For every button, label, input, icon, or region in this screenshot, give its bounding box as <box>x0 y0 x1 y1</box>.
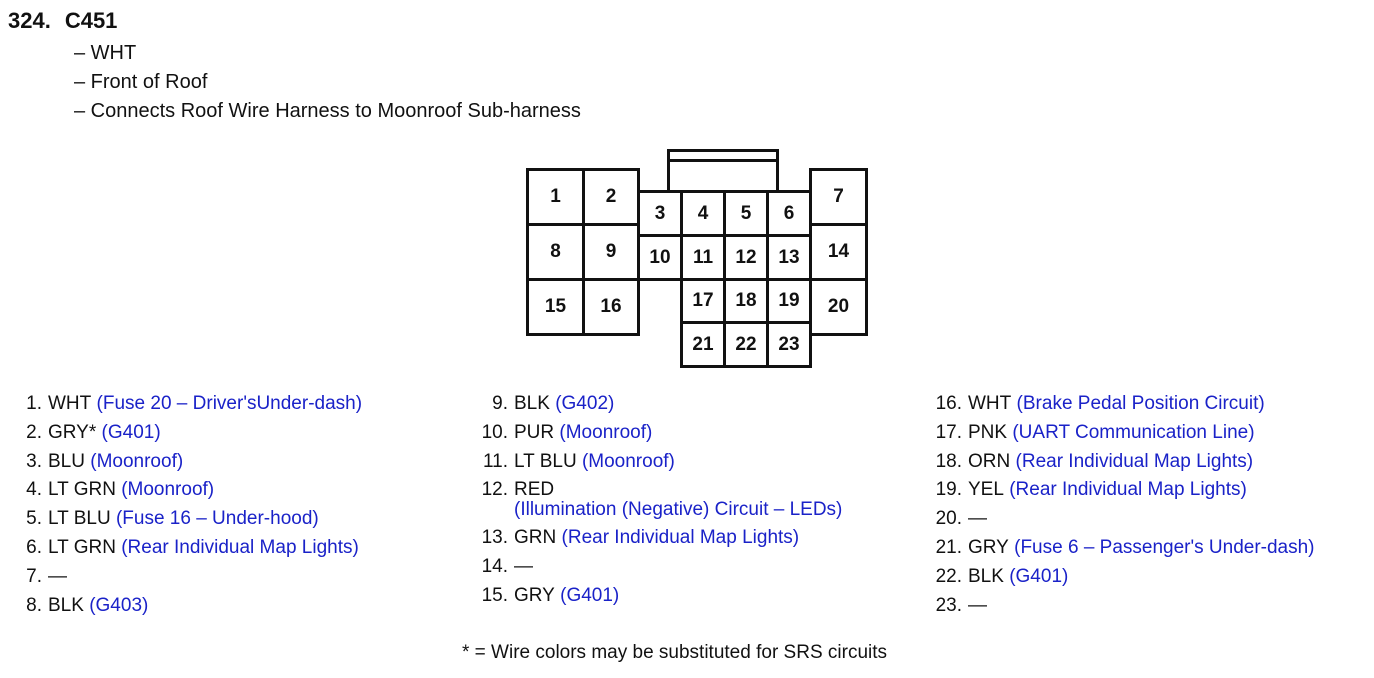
connector-color: – WHT <box>74 42 137 64</box>
pin-circuit[interactable]: (G401) <box>101 421 161 443</box>
pin-circuit[interactable]: (Fuse 6 – Passenger's Under-dash) <box>1014 536 1315 558</box>
cavity-6: 6 <box>766 190 812 237</box>
wire-color: GRN <box>514 527 557 549</box>
connector-id: C451 <box>64 8 118 33</box>
cavity-10: 10 <box>637 234 683 281</box>
cavity-8: 8 <box>526 223 585 281</box>
cavity-19: 19 <box>766 278 812 324</box>
wire-color: — <box>968 508 987 530</box>
pin-circuit[interactable]: (UART Communication Line) <box>1012 421 1255 443</box>
pin-number: 6. <box>26 536 42 558</box>
wire-color: LT GRN <box>48 536 116 558</box>
pin-row <box>6 419 362 448</box>
connector-description: – Connects Roof Wire Harness to Moonroof Sub-harness <box>74 100 581 122</box>
pin-row <box>932 592 1315 621</box>
cavity-14: 14 <box>809 223 868 281</box>
connector-lock-tab-line <box>667 149 779 162</box>
pin-circuit[interactable]: (G401) <box>1009 565 1069 587</box>
pin-number: 14. <box>481 555 508 577</box>
pin-row <box>478 390 842 419</box>
pin-row <box>932 505 1315 534</box>
connector-title <box>8 8 117 34</box>
wire-color: PNK <box>968 421 1008 443</box>
cavity-5: 5 <box>723 190 769 237</box>
cavity-18: 18 <box>723 278 769 324</box>
pin-number: 11. <box>482 450 508 472</box>
pin-number: 21. <box>935 536 962 558</box>
cavity-7: 7 <box>809 168 868 226</box>
pin-number: 16. <box>935 393 962 414</box>
pin-row <box>478 419 842 448</box>
cavity-17: 17 <box>680 278 726 324</box>
wire-color: BLK <box>968 565 1004 587</box>
pin-circuit[interactable]: (Fuse 16 – Under-hood) <box>115 508 319 530</box>
pin-number: 10. <box>481 421 508 443</box>
cavity-4: 4 <box>680 190 726 237</box>
pin-circuit[interactable]: (Brake Pedal Position Circuit) <box>1016 393 1265 414</box>
cavity-21: 21 <box>680 321 726 368</box>
pin-circuit[interactable]: (Moonroof) <box>559 421 653 443</box>
cavity-12: 12 <box>723 234 769 281</box>
pin-number: 9. <box>492 393 508 414</box>
wire-color: RED <box>514 479 555 501</box>
pin-list-column-2 <box>478 390 842 611</box>
wire-color: — <box>514 555 533 577</box>
pin-number: 22. <box>935 565 962 587</box>
wire-color: BLU <box>48 450 85 472</box>
cavity-13: 13 <box>766 234 812 281</box>
pin-row <box>6 505 362 534</box>
pin-number: 19. <box>935 479 962 501</box>
wire-color: LT BLU <box>48 508 111 530</box>
section-number: 324. <box>8 8 51 33</box>
pin-row <box>6 448 362 477</box>
footnote: * = Wire colors may be substituted for SRS circuits <box>462 642 888 663</box>
pin-row <box>6 534 362 563</box>
pin-row <box>932 476 1315 505</box>
pin-row <box>932 563 1315 592</box>
pin-number: 15. <box>481 584 508 606</box>
pin-list-column-1 <box>6 390 362 620</box>
pin-number: 5. <box>26 508 42 530</box>
pin-circuit-continued[interactable]: (Illumination (Negative) Circuit – LEDs) <box>514 499 843 521</box>
pin-number: 17. <box>935 421 962 443</box>
pin-row <box>932 534 1315 563</box>
pin-circuit[interactable]: (G401) <box>560 584 620 606</box>
pin-row <box>932 448 1315 477</box>
pin-circuit[interactable]: (Rear Individual Map Lights) <box>1009 479 1247 501</box>
pin-row <box>478 553 842 582</box>
pin-row <box>478 448 842 477</box>
wire-color: GRY* <box>48 421 97 443</box>
connector-location: – Front of Roof <box>74 71 208 93</box>
pin-number: 7. <box>26 565 42 587</box>
wire-color: GRY <box>514 584 555 606</box>
pin-number: 18. <box>935 450 962 472</box>
pin-number: 20. <box>935 508 962 530</box>
pin-number: 23. <box>935 594 962 616</box>
pin-number: 13. <box>481 527 508 549</box>
wire-color: LT GRN <box>48 479 116 501</box>
cavity-22: 22 <box>723 321 769 368</box>
wire-color: YEL <box>968 479 1004 501</box>
wire-color: PUR <box>514 421 555 443</box>
pin-number: 3. <box>26 450 42 472</box>
wire-color: WHT <box>48 393 92 414</box>
pin-row <box>6 390 362 419</box>
pin-circuit[interactable]: (Rear Individual Map Lights) <box>561 527 800 549</box>
pin-row <box>478 582 842 611</box>
pin-row <box>932 419 1315 448</box>
pin-circuit[interactable]: (Rear Individual Map Lights) <box>121 536 359 558</box>
pin-circuit[interactable]: (Rear Individual Map Lights) <box>1015 450 1254 472</box>
cavity-1: 1 <box>526 168 585 226</box>
cavity-2: 2 <box>582 168 640 226</box>
wire-color: — <box>48 565 67 587</box>
pin-list-column-3 <box>932 390 1315 620</box>
cavity-15: 15 <box>526 278 585 336</box>
pin-number: 2. <box>26 421 42 443</box>
pin-row <box>6 563 362 592</box>
pin-row <box>6 592 362 621</box>
wire-color: BLK <box>48 594 84 616</box>
pin-row <box>932 390 1315 419</box>
pin-number: 1. <box>26 393 42 414</box>
wire-color: WHT <box>968 393 1012 414</box>
pin-row <box>478 524 842 553</box>
pin-number: 12. <box>481 479 508 501</box>
cavity-11: 11 <box>680 234 726 281</box>
wire-color: — <box>968 594 987 616</box>
wire-color: BLK <box>514 393 550 414</box>
pin-number: 8. <box>26 594 42 616</box>
cavity-3: 3 <box>637 190 683 237</box>
wire-color: ORN <box>968 450 1011 472</box>
pin-circuit[interactable]: (Moonroof) <box>581 450 675 472</box>
pin-circuit[interactable]: (Moonroof) <box>121 479 215 501</box>
wire-color: GRY <box>968 536 1009 558</box>
cavity-20: 20 <box>809 278 868 336</box>
pin-row <box>6 476 362 505</box>
pin-number: 4. <box>26 479 42 501</box>
cavity-16: 16 <box>582 278 640 336</box>
cavity-23: 23 <box>766 321 812 368</box>
pin-circuit[interactable]: (G402) <box>555 393 615 414</box>
wire-color: LT BLU <box>514 450 577 472</box>
pin-circuit[interactable]: (Moonroof) <box>90 450 184 472</box>
cavity-9: 9 <box>582 223 640 281</box>
pin-circuit[interactable]: (G403) <box>89 594 149 616</box>
pin-circuit[interactable]: (Fuse 20 – Driver'sUnder-dash) <box>96 393 363 414</box>
